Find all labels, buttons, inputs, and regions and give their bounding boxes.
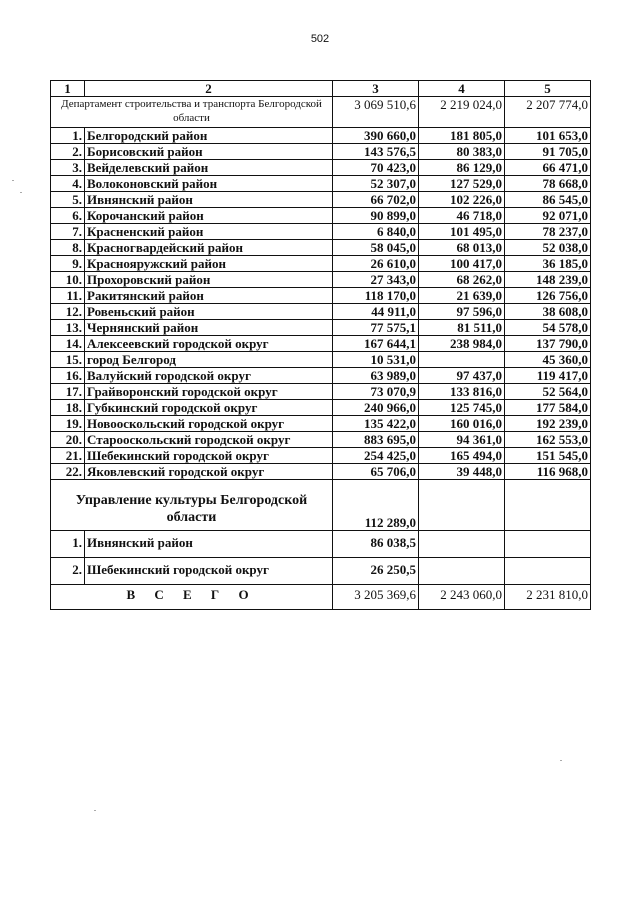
row-name: Шебекинский городской округ [85,558,333,585]
page-number: 502 [310,33,330,45]
table-row [51,320,591,336]
table-row [51,304,591,320]
row-number: 18. [51,400,85,416]
header-col-4: 4 [419,81,505,97]
row-name: Яковлевский городской округ [85,464,333,480]
row-number: 12. [51,304,85,320]
row-name: Губкинский городской округ [85,400,333,416]
table-row [51,192,591,208]
scan-speck [20,192,22,193]
row-value-4: 160 016,0 [419,416,505,432]
row-value-3: 240 966,0 [333,400,419,416]
row-value-3: 52 307,0 [333,176,419,192]
row-number: 14. [51,336,85,352]
row-value-3: 390 660,0 [333,128,419,144]
scan-speck [560,760,562,761]
row-value-5: 119 417,0 [505,368,591,384]
row-value-4: 94 361,0 [419,432,505,448]
row-value-4: 81 511,0 [419,320,505,336]
row-value-3: 254 425,0 [333,448,419,464]
row-value-5: 78 237,0 [505,224,591,240]
row-number: 22. [51,464,85,480]
row-value-3: 58 045,0 [333,240,419,256]
table-row [51,288,591,304]
row-value-5: 78 668,0 [505,176,591,192]
row-value-3: 73 070,9 [333,384,419,400]
row-value-5: 151 545,0 [505,448,591,464]
budget-table [50,80,591,610]
table-row [51,128,591,144]
row-value-4: 181 805,0 [419,128,505,144]
row-number: 7. [51,224,85,240]
row-number: 16. [51,368,85,384]
table-row [51,400,591,416]
total-value-5: 2 231 810,0 [505,585,591,610]
table-row [51,240,591,256]
table-row [51,352,591,368]
row-value-3: 90 899,0 [333,208,419,224]
row-number: 1. [51,128,85,144]
row-value-4: 97 437,0 [419,368,505,384]
row-name: Красненский район [85,224,333,240]
row-number: 1. [51,531,85,558]
row-number: 5. [51,192,85,208]
row-value-4: 102 226,0 [419,192,505,208]
row-name: Чернянский район [85,320,333,336]
total-value-4: 2 243 060,0 [419,585,505,610]
row-value-5: 66 471,0 [505,160,591,176]
total-row [51,585,591,610]
row-name: Валуйский городской округ [85,368,333,384]
department-value-3: 3 069 510,6 [333,97,419,128]
row-name: Белгородский район [85,128,333,144]
row-value-5: 137 790,0 [505,336,591,352]
row-name: Новооскольский городской округ [85,416,333,432]
row-value-4: 86 129,0 [419,160,505,176]
row-value-3: 26 250,5 [333,558,419,585]
row-value-5 [505,558,591,585]
department-value-3: 112 289,0 [333,480,419,531]
department-row [51,97,591,128]
table-row [51,368,591,384]
row-value-5: 92 071,0 [505,208,591,224]
row-value-4: 127 529,0 [419,176,505,192]
row-name: Красногвардейский район [85,240,333,256]
header-col-3: 3 [333,81,419,97]
table-row [51,448,591,464]
department-value-5: 2 207 774,0 [505,97,591,128]
total-label: В С Е Г О [51,585,333,610]
row-value-4: 68 013,0 [419,240,505,256]
department-value-4: 2 219 024,0 [419,97,505,128]
row-value-3: 65 706,0 [333,464,419,480]
table-row [51,272,591,288]
row-value-3: 77 575,1 [333,320,419,336]
row-value-3: 27 343,0 [333,272,419,288]
row-number: 20. [51,432,85,448]
row-value-3: 143 576,5 [333,144,419,160]
table-row [51,531,591,558]
row-number: 19. [51,416,85,432]
department-name: Управление культуры Белгородской области [51,480,333,531]
row-value-4: 125 745,0 [419,400,505,416]
row-name: Старооскольский городской округ [85,432,333,448]
row-value-3: 883 695,0 [333,432,419,448]
row-name: Корочанский район [85,208,333,224]
table-row [51,464,591,480]
row-name: Борисовский район [85,144,333,160]
scan-speck [94,810,96,811]
row-value-5: 52 038,0 [505,240,591,256]
row-value-4: 68 262,0 [419,272,505,288]
row-number: 15. [51,352,85,368]
row-value-5: 91 705,0 [505,144,591,160]
row-value-4: 133 816,0 [419,384,505,400]
row-value-4: 100 417,0 [419,256,505,272]
scan-speck [12,180,14,181]
table-row [51,384,591,400]
row-name: Прохоровский район [85,272,333,288]
table-row [51,416,591,432]
row-name: Шебекинский городской округ [85,448,333,464]
department-row [51,480,591,531]
row-name: Ивнянский район [85,192,333,208]
row-value-5: 52 564,0 [505,384,591,400]
row-name: Краснояружский район [85,256,333,272]
row-name: Алексеевский городской округ [85,336,333,352]
row-value-4: 39 448,0 [419,464,505,480]
row-name: Волоконовский район [85,176,333,192]
row-value-4 [419,558,505,585]
row-name: Грайворонский городской округ [85,384,333,400]
header-row [51,81,591,97]
row-number: 6. [51,208,85,224]
row-value-3: 66 702,0 [333,192,419,208]
row-value-4 [419,531,505,558]
row-name: город Белгород [85,352,333,368]
row-value-5: 38 608,0 [505,304,591,320]
department-value-4 [419,480,505,531]
row-value-5: 148 239,0 [505,272,591,288]
row-number: 8. [51,240,85,256]
row-number: 4. [51,176,85,192]
row-value-5: 36 185,0 [505,256,591,272]
table-row [51,224,591,240]
row-value-3: 70 423,0 [333,160,419,176]
table-row [51,160,591,176]
row-value-5 [505,531,591,558]
row-value-5: 126 756,0 [505,288,591,304]
row-number: 3. [51,160,85,176]
header-col-2: 2 [85,81,333,97]
header-col-1: 1 [51,81,85,97]
row-number: 2. [51,558,85,585]
header-col-5: 5 [505,81,591,97]
table-row [51,176,591,192]
row-name: Ровеньский район [85,304,333,320]
row-value-3: 6 840,0 [333,224,419,240]
department-value-5 [505,480,591,531]
table-row [51,208,591,224]
row-value-3: 86 038,5 [333,531,419,558]
row-number: 9. [51,256,85,272]
row-value-3: 44 911,0 [333,304,419,320]
row-number: 2. [51,144,85,160]
row-value-3: 10 531,0 [333,352,419,368]
row-value-5: 86 545,0 [505,192,591,208]
row-value-3: 63 989,0 [333,368,419,384]
row-value-4 [419,352,505,368]
row-value-4: 80 383,0 [419,144,505,160]
row-number: 13. [51,320,85,336]
row-value-5: 116 968,0 [505,464,591,480]
row-number: 10. [51,272,85,288]
row-value-5: 101 653,0 [505,128,591,144]
row-value-5: 162 553,0 [505,432,591,448]
table-row [51,336,591,352]
row-value-3: 118 170,0 [333,288,419,304]
row-value-5: 192 239,0 [505,416,591,432]
row-number: 11. [51,288,85,304]
row-value-3: 26 610,0 [333,256,419,272]
row-value-3: 167 644,1 [333,336,419,352]
row-number: 17. [51,384,85,400]
table-row [51,432,591,448]
row-value-5: 177 584,0 [505,400,591,416]
table-row [51,558,591,585]
row-name: Ивнянский район [85,531,333,558]
row-value-4: 97 596,0 [419,304,505,320]
row-value-4: 101 495,0 [419,224,505,240]
row-value-5: 54 578,0 [505,320,591,336]
row-value-4: 238 984,0 [419,336,505,352]
row-name: Вейделевский район [85,160,333,176]
row-value-4: 165 494,0 [419,448,505,464]
row-value-4: 21 639,0 [419,288,505,304]
row-value-3: 135 422,0 [333,416,419,432]
row-name: Ракитянский район [85,288,333,304]
table-row [51,144,591,160]
total-value-3: 3 205 369,6 [333,585,419,610]
department-name: Департамент строительства и транспорта Белгородской области [51,97,333,128]
row-value-5: 45 360,0 [505,352,591,368]
row-number: 21. [51,448,85,464]
row-value-4: 46 718,0 [419,208,505,224]
table-row [51,256,591,272]
